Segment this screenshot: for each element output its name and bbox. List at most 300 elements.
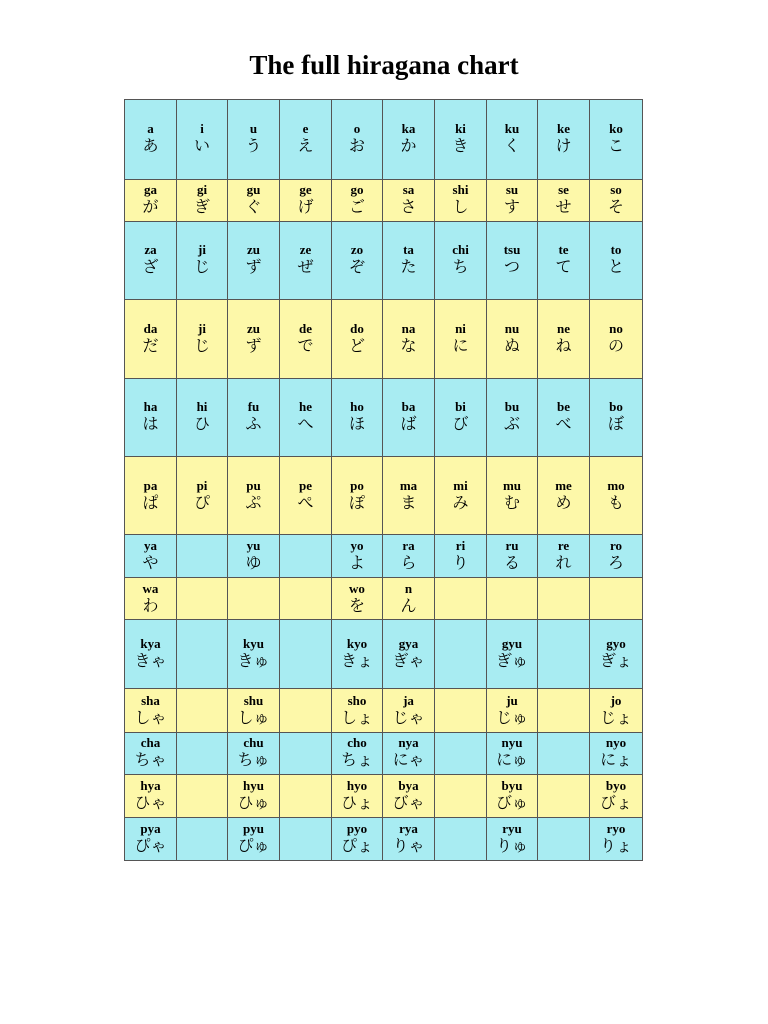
kana-cell bbox=[538, 179, 590, 221]
hiragana-character: わ bbox=[142, 595, 159, 615]
hiragana-chart bbox=[124, 99, 643, 861]
hiragana-character: じ bbox=[193, 257, 210, 277]
kana-cell bbox=[125, 619, 177, 689]
kana-cell bbox=[228, 100, 280, 180]
romaji-label: hya bbox=[140, 778, 161, 794]
hiragana-character: の bbox=[607, 335, 624, 355]
chart-row bbox=[125, 732, 643, 774]
romaji-label: ni bbox=[455, 320, 466, 336]
chart-row bbox=[125, 222, 643, 300]
romaji-label: kyu bbox=[243, 636, 264, 652]
hiragana-character: びょ bbox=[599, 793, 632, 813]
hiragana-character: きょ bbox=[340, 651, 373, 671]
kana-cell bbox=[435, 775, 487, 818]
hiragana-character: きゅ bbox=[237, 651, 270, 671]
kana-cell bbox=[538, 578, 590, 619]
hiragana-character: にゅ bbox=[496, 750, 528, 770]
hiragana-character: びゅ bbox=[495, 793, 528, 813]
romaji-label: rya bbox=[399, 821, 418, 837]
hiragana-character: だ bbox=[142, 335, 159, 355]
kana-cell bbox=[590, 818, 643, 861]
kana-cell bbox=[280, 578, 332, 619]
kana-cell bbox=[538, 378, 590, 457]
kana-cell bbox=[228, 732, 280, 774]
kana-cell bbox=[538, 619, 590, 689]
kana-cell bbox=[125, 689, 177, 732]
kana-cell bbox=[280, 222, 332, 300]
hiragana-character: ふ bbox=[245, 414, 262, 434]
hiragana-character: に bbox=[452, 335, 469, 355]
hiragana-character: しょ bbox=[340, 707, 373, 727]
romaji-label: ja bbox=[403, 692, 414, 708]
hiragana-character: し bbox=[452, 197, 469, 217]
romaji-label: yu bbox=[246, 538, 261, 554]
kana-cell bbox=[332, 378, 383, 457]
romaji-label: be bbox=[557, 399, 570, 415]
hiragana-character: ぽ bbox=[348, 492, 365, 512]
kana-cell bbox=[590, 689, 643, 732]
kana-cell bbox=[177, 222, 228, 300]
romaji-label: ko bbox=[609, 121, 623, 137]
romaji-label: me bbox=[555, 477, 572, 493]
hiragana-character: も bbox=[607, 492, 624, 512]
kana-cell bbox=[487, 100, 538, 180]
kana-cell bbox=[332, 578, 383, 619]
romaji-label: ge bbox=[299, 182, 312, 198]
romaji-label: ma bbox=[399, 477, 418, 493]
hiragana-character: ぷ bbox=[245, 492, 262, 512]
romaji-label: fu bbox=[247, 399, 260, 415]
kana-cell bbox=[487, 689, 538, 732]
kana-cell bbox=[332, 534, 383, 577]
kana-cell bbox=[487, 818, 538, 861]
romaji-label: ju bbox=[506, 692, 518, 708]
romaji-label: to bbox=[610, 242, 622, 258]
romaji-label: so bbox=[610, 182, 622, 198]
romaji-label: jo bbox=[610, 692, 622, 708]
kana-cell bbox=[332, 689, 383, 732]
kana-cell bbox=[383, 457, 435, 535]
hiragana-character: ぶ bbox=[503, 414, 520, 434]
kana-cell bbox=[538, 222, 590, 300]
romaji-label: kya bbox=[140, 636, 161, 652]
kana-cell bbox=[280, 689, 332, 732]
romaji-label: do bbox=[350, 320, 364, 336]
hiragana-character: ほ bbox=[348, 414, 365, 434]
romaji-label: nya bbox=[398, 735, 419, 751]
romaji-label: po bbox=[350, 477, 364, 493]
kana-cell bbox=[383, 689, 435, 732]
romaji-label: bi bbox=[455, 399, 466, 415]
hiragana-character: じょ bbox=[599, 707, 632, 727]
kana-cell bbox=[383, 534, 435, 577]
romaji-label: yo bbox=[350, 538, 364, 554]
hiragana-character: ぱ bbox=[142, 492, 159, 512]
hiragana-character: と bbox=[607, 257, 624, 277]
romaji-label: e bbox=[302, 121, 309, 137]
kana-cell bbox=[125, 378, 177, 457]
kana-cell bbox=[538, 689, 590, 732]
hiragana-character: ひ bbox=[193, 414, 210, 434]
romaji-label: na bbox=[401, 320, 416, 336]
romaji-label: wa bbox=[142, 580, 159, 596]
kana-cell bbox=[487, 378, 538, 457]
kana-cell bbox=[228, 775, 280, 818]
kana-cell bbox=[538, 100, 590, 180]
romaji-label: bo bbox=[609, 399, 623, 415]
romaji-label: pa bbox=[143, 477, 158, 493]
hiragana-character: き bbox=[452, 136, 469, 156]
hiragana-character: さ bbox=[400, 197, 417, 217]
kana-cell bbox=[280, 775, 332, 818]
hiragana-character: じゃ bbox=[392, 707, 425, 727]
kana-cell bbox=[332, 619, 383, 689]
chart-row bbox=[125, 619, 643, 689]
hiragana-character: りょ bbox=[599, 836, 632, 856]
kana-cell bbox=[177, 179, 228, 221]
romaji-label: ki bbox=[455, 121, 466, 137]
kana-cell bbox=[590, 534, 643, 577]
hiragana-character: つ bbox=[503, 257, 520, 277]
hiragana-character: ど bbox=[348, 335, 365, 355]
hiragana-character: な bbox=[400, 335, 417, 355]
romaji-label: u bbox=[249, 121, 258, 137]
kana-cell bbox=[332, 457, 383, 535]
hiragana-character: ご bbox=[348, 197, 365, 217]
hiragana-character: ぴゃ bbox=[134, 836, 167, 856]
hiragana-character: そ bbox=[607, 197, 624, 217]
kana-cell bbox=[435, 179, 487, 221]
romaji-label: ji bbox=[198, 320, 206, 336]
kana-cell bbox=[177, 732, 228, 774]
romaji-label: de bbox=[299, 320, 312, 336]
kana-cell bbox=[487, 299, 538, 378]
romaji-label: cho bbox=[347, 735, 367, 751]
kana-cell bbox=[590, 578, 643, 619]
hiragana-character: ひょ bbox=[340, 793, 373, 813]
hiragana-character: が bbox=[142, 197, 159, 217]
romaji-label: pu bbox=[246, 477, 261, 493]
chart-row bbox=[125, 689, 643, 732]
hiragana-character: ね bbox=[555, 335, 572, 355]
hiragana-character: ひゅ bbox=[237, 793, 270, 813]
chart-row bbox=[125, 578, 643, 619]
romaji-label: ri bbox=[455, 538, 466, 554]
chart-row bbox=[125, 457, 643, 535]
kana-cell bbox=[435, 378, 487, 457]
kana-cell bbox=[590, 457, 643, 535]
hiragana-character: う bbox=[245, 136, 262, 156]
romaji-label: he bbox=[299, 399, 312, 415]
kana-cell bbox=[125, 299, 177, 378]
kana-cell bbox=[383, 818, 435, 861]
kana-cell bbox=[590, 100, 643, 180]
hiragana-character: む bbox=[503, 492, 520, 512]
kana-cell bbox=[383, 378, 435, 457]
romaji-label: hyo bbox=[346, 778, 368, 794]
kana-cell bbox=[177, 100, 228, 180]
kana-cell bbox=[177, 299, 228, 378]
hiragana-character: ず bbox=[245, 257, 262, 277]
romaji-label: za bbox=[144, 242, 157, 258]
romaji-label: ne bbox=[557, 320, 570, 336]
kana-cell bbox=[435, 100, 487, 180]
hiragana-character: ぬ bbox=[503, 335, 520, 355]
chart-row bbox=[125, 100, 643, 180]
romaji-label: n bbox=[404, 580, 413, 596]
kana-cell bbox=[435, 534, 487, 577]
hiragana-character: た bbox=[400, 257, 417, 277]
romaji-label: ta bbox=[403, 242, 414, 258]
romaji-label: gyu bbox=[501, 636, 523, 652]
kana-cell bbox=[487, 457, 538, 535]
romaji-label: su bbox=[505, 182, 519, 198]
romaji-label: chi bbox=[452, 242, 469, 258]
romaji-label: ro bbox=[609, 538, 623, 554]
kana-cell bbox=[125, 775, 177, 818]
kana-cell bbox=[538, 775, 590, 818]
hiragana-character: あ bbox=[142, 136, 159, 156]
kana-cell bbox=[487, 222, 538, 300]
kana-cell bbox=[228, 378, 280, 457]
hiragana-character: や bbox=[142, 553, 159, 573]
romaji-label: bu bbox=[504, 399, 520, 415]
chart-row bbox=[125, 299, 643, 378]
kana-cell bbox=[177, 378, 228, 457]
kana-cell bbox=[538, 457, 590, 535]
kana-cell bbox=[332, 100, 383, 180]
hiragana-character: い bbox=[193, 136, 210, 156]
hiragana-character: を bbox=[348, 595, 365, 615]
kana-cell bbox=[435, 732, 487, 774]
kana-cell bbox=[538, 534, 590, 577]
romaji-label: ryu bbox=[502, 821, 522, 837]
hiragana-character: ひゃ bbox=[134, 793, 167, 813]
hiragana-character: で bbox=[297, 335, 314, 355]
kana-cell bbox=[280, 732, 332, 774]
kana-cell bbox=[487, 619, 538, 689]
kana-cell bbox=[590, 299, 643, 378]
kana-cell bbox=[280, 299, 332, 378]
hiragana-character: び bbox=[452, 414, 469, 434]
kana-cell bbox=[487, 578, 538, 619]
kana-cell bbox=[228, 457, 280, 535]
romaji-label: se bbox=[558, 182, 569, 198]
hiragana-character: ざ bbox=[142, 257, 159, 277]
kana-cell bbox=[228, 578, 280, 619]
kana-cell bbox=[280, 100, 332, 180]
kana-cell bbox=[487, 534, 538, 577]
kana-cell bbox=[280, 378, 332, 457]
kana-cell bbox=[383, 299, 435, 378]
romaji-label: ryo bbox=[606, 821, 626, 837]
kana-cell bbox=[590, 619, 643, 689]
kana-cell bbox=[332, 818, 383, 861]
kana-cell bbox=[538, 732, 590, 774]
hiragana-character: ぎょ bbox=[599, 651, 632, 671]
kana-cell bbox=[280, 457, 332, 535]
romaji-label: nu bbox=[504, 320, 520, 336]
hiragana-character: にゃ bbox=[392, 750, 425, 770]
romaji-label: gi bbox=[196, 182, 208, 198]
kana-cell bbox=[590, 775, 643, 818]
romaji-label: ha bbox=[143, 399, 158, 415]
hiragana-character: にょ bbox=[600, 750, 632, 770]
hiragana-character: ぞ bbox=[348, 257, 365, 277]
romaji-label: shi bbox=[452, 182, 469, 198]
hiragana-character: せ bbox=[555, 197, 572, 217]
kana-cell bbox=[435, 578, 487, 619]
hiragana-character: ちゃ bbox=[134, 750, 167, 770]
romaji-label: bya bbox=[398, 778, 419, 794]
kana-cell bbox=[383, 732, 435, 774]
romaji-label: ho bbox=[350, 399, 364, 415]
romaji-label: byu bbox=[501, 778, 523, 794]
hiragana-character: す bbox=[503, 197, 520, 217]
romaji-label: ru bbox=[505, 538, 519, 554]
kana-cell bbox=[125, 534, 177, 577]
kana-cell bbox=[435, 457, 487, 535]
romaji-label: byo bbox=[605, 778, 627, 794]
hiragana-character: りゃ bbox=[392, 836, 425, 856]
hiragana-character: ぴゅ bbox=[237, 836, 270, 856]
kana-cell bbox=[487, 732, 538, 774]
page-title: The full hiragana chart bbox=[249, 50, 519, 80]
kana-cell bbox=[125, 222, 177, 300]
kana-cell bbox=[538, 818, 590, 861]
kana-cell bbox=[177, 578, 228, 619]
hiragana-character: じゅ bbox=[495, 707, 528, 727]
romaji-label: shu bbox=[243, 692, 264, 708]
romaji-label: pyo bbox=[346, 821, 368, 837]
romaji-label: sha bbox=[141, 692, 160, 708]
hiragana-character: け bbox=[555, 136, 572, 156]
romaji-label: go bbox=[350, 182, 364, 198]
hiragana-character: げ bbox=[297, 197, 314, 217]
romaji-label: chu bbox=[243, 735, 264, 751]
romaji-label: nyo bbox=[605, 735, 627, 751]
romaji-label: ji bbox=[198, 242, 206, 258]
romaji-label: mu bbox=[502, 477, 522, 493]
romaji-label: gu bbox=[246, 182, 261, 198]
kana-cell bbox=[125, 457, 177, 535]
romaji-label: ba bbox=[401, 399, 416, 415]
kana-cell bbox=[332, 222, 383, 300]
romaji-label: zu bbox=[247, 320, 260, 336]
kana-cell bbox=[177, 775, 228, 818]
hiragana-character: え bbox=[297, 136, 314, 156]
hiragana-character: は bbox=[142, 414, 159, 434]
kana-cell bbox=[590, 732, 643, 774]
kana-cell bbox=[177, 534, 228, 577]
romaji-label: a bbox=[147, 121, 154, 137]
romaji-label: ke bbox=[557, 121, 570, 137]
kana-cell bbox=[125, 578, 177, 619]
romaji-label: mo bbox=[607, 477, 625, 493]
kana-cell bbox=[487, 179, 538, 221]
chart-row bbox=[125, 534, 643, 577]
kana-cell bbox=[383, 100, 435, 180]
kana-cell bbox=[228, 179, 280, 221]
kana-cell bbox=[280, 179, 332, 221]
romaji-label: kyo bbox=[346, 636, 368, 652]
hiragana-character: ぴ bbox=[193, 492, 210, 512]
hiragana-character: ぎゅ bbox=[495, 651, 528, 671]
kana-cell bbox=[435, 619, 487, 689]
chart-row bbox=[125, 378, 643, 457]
hiragana-character: ぺ bbox=[297, 492, 314, 512]
hiragana-character: びゃ bbox=[392, 793, 425, 813]
hiragana-character: か bbox=[400, 136, 417, 156]
hiragana-character: しゃ bbox=[134, 707, 167, 727]
kana-cell bbox=[435, 818, 487, 861]
kana-cell bbox=[228, 689, 280, 732]
kana-cell bbox=[177, 689, 228, 732]
kana-cell bbox=[177, 619, 228, 689]
romaji-label: te bbox=[558, 242, 569, 258]
romaji-label: nyu bbox=[501, 735, 523, 751]
kana-cell bbox=[590, 222, 643, 300]
chart-row bbox=[125, 818, 643, 861]
kana-cell bbox=[125, 179, 177, 221]
kana-cell bbox=[280, 619, 332, 689]
chart-row bbox=[125, 775, 643, 818]
romaji-label: hi bbox=[196, 399, 208, 415]
romaji-label: ze bbox=[299, 242, 312, 258]
romaji-label: pya bbox=[140, 821, 161, 837]
romaji-label: gya bbox=[398, 636, 419, 652]
hiragana-character: み bbox=[452, 492, 469, 512]
hiragana-character: ば bbox=[400, 414, 417, 434]
hiragana-character: ん bbox=[400, 595, 417, 615]
kana-cell bbox=[228, 534, 280, 577]
hiragana-character: じ bbox=[193, 335, 210, 355]
kana-cell bbox=[383, 222, 435, 300]
romaji-label: ka bbox=[401, 121, 416, 137]
romaji-label: ku bbox=[504, 121, 520, 137]
kana-cell bbox=[435, 299, 487, 378]
kana-cell bbox=[228, 299, 280, 378]
hiragana-character: へ bbox=[297, 414, 314, 434]
romaji-label: ra bbox=[402, 538, 415, 554]
romaji-label: hyu bbox=[243, 778, 264, 794]
hiragana-character: れ bbox=[555, 553, 572, 573]
kana-cell bbox=[383, 619, 435, 689]
hiragana-character: る bbox=[503, 553, 520, 573]
hiragana-character: り bbox=[452, 553, 469, 573]
hiragana-character: ま bbox=[400, 492, 417, 512]
hiragana-character: ち bbox=[452, 257, 469, 277]
hiragana-character: ゆ bbox=[245, 553, 262, 573]
kana-cell bbox=[435, 222, 487, 300]
hiragana-character: ぎゃ bbox=[392, 651, 425, 671]
kana-cell bbox=[487, 775, 538, 818]
hiragana-character: しゅ bbox=[237, 707, 270, 727]
kana-cell bbox=[332, 775, 383, 818]
hiragana-character: よ bbox=[348, 553, 365, 573]
romaji-label: zu bbox=[247, 242, 260, 258]
kana-cell bbox=[590, 179, 643, 221]
hiragana-character: ちょ bbox=[340, 750, 373, 770]
hiragana-character: ら bbox=[400, 553, 417, 573]
romaji-label: i bbox=[200, 121, 204, 137]
romaji-label: mi bbox=[453, 477, 468, 493]
romaji-label: o bbox=[353, 121, 361, 137]
romaji-label: ga bbox=[144, 182, 157, 198]
hiragana-character: りゅ bbox=[495, 836, 528, 856]
hiragana-character: ぴょ bbox=[340, 836, 373, 856]
hiragana-character: て bbox=[555, 257, 572, 277]
